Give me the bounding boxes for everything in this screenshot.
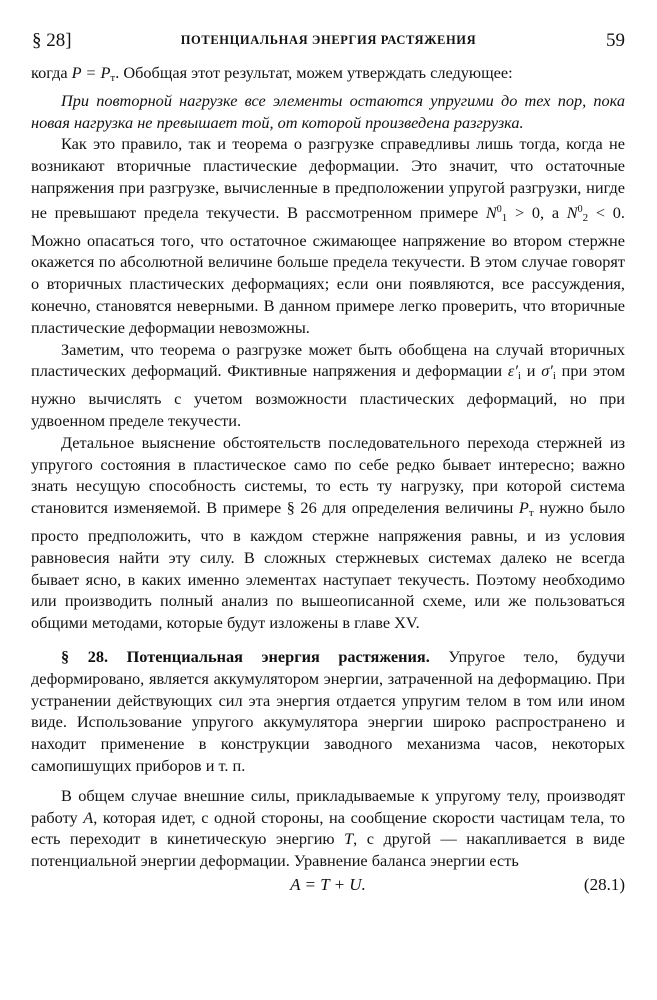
header-title: ПОТЕНЦИАЛЬНАЯ ЭНЕРГИЯ РАСТЯЖЕНИЯ [180,33,477,47]
paragraph-4 [31,339,625,432]
section-spacer [31,634,625,646]
p5-pt [518,498,534,520]
p4-sigma-main: σ′ [541,361,553,381]
p4-sigma-sub: i [552,370,556,383]
p4-epsilon-sub: i [517,370,521,383]
section-28-paragraph [31,646,625,777]
p5-pt-main: P [518,498,529,518]
p6-work-symbol: A [83,807,94,827]
p4-epsilon [507,361,521,383]
p4-epsilon-main: ε′ [507,361,518,381]
page-body [31,62,625,898]
p5-pt-sub: т [528,507,534,520]
p3-n2-sup: 0 [577,203,583,215]
p4-sigma [541,361,556,383]
p3-n2-sub: 2 [582,211,589,224]
p3-n1-sub: 1 [501,211,508,224]
p3-n1-sup: 0 [496,203,502,215]
p3-text-a: Как это правило, так и теорема о разгрузке справедливы лишь тогда, когда не возникают вторичные пластические деформации. Это значит, что остаточные напряжения при разгрузке, вычисленные в предположении упругой разгрузки, нигде не превышают предела текучести. В рассмотренном примере [31,134,625,222]
p3-text-mid: > 0, а [507,202,567,222]
equation-number: (28.1) [583,874,625,894]
running-header [32,30,625,54]
p6-kinetic-symbol: T [344,829,354,849]
p3-n1 [486,203,507,222]
p5-text-b: нужно было просто предположить, что в каждом стержне напряжения равны, и из условия равновесия найти эту силу. В сложных стержневых системах далеко не всегда бывает ясно, в каких именно элементах наступает текучесть. Поэтому необходимо или производить полный анализ по вышеописанной схеме, или же пользоваться общими методами, которые будут изложены в главе XV. [31,498,625,633]
paragraph-2-rule: При повторной нагрузке все элементы остаются упругими до тех пор, пока новая нагрузка не превышает той, от которой произведена разгрузка. [31,90,625,132]
p1-formula-sub: т [110,72,116,84]
p1-text-end: . Обобщая этот результат, можем утверждать следующее: [115,63,513,82]
p3-n1-main: N [485,202,497,222]
paragraph-1 [31,62,625,90]
paragraph-3 [31,133,625,338]
p3-text-b: < 0. Можно опасаться того, что остаточное сжимающее напряжение во втором стержне окажется по абсолютной величине больше предела текучести. В этом случае говорят о вторичных пластических деформациях; если они появляются, все рассуждения, конечно, становятся неверными. В данном примере легко проверить, что вторичные пластические деформации невозможны. [31,202,625,337]
p3-n2 [567,203,588,222]
p1-text-start: когда [31,63,72,82]
p6-text-a: В общем случае внешние силы, прикладываемые к упругому телу, производят работу [31,785,625,827]
section-text: Упругое тело, будучи деформировано, является аккумулятором энергии, затраченной на деформацию. При устранении действующих сил эта энергия отдается упругим телом в том или ином виде. Использование упругого аккумулятора энергии широко распространено и находит применение в конструкции заводного механизма часов, некоторых самопишущих приборов и т. п. [31,646,625,775]
paragraph-spacer [31,777,625,785]
page-number: 59 [606,30,625,51]
p6-text-b: , которая идет, с одной стороны, на сообщение скорости частицам тела, то есть переходит в кинетическую энергию [31,807,625,849]
p1-formula-main: P = P [71,63,111,82]
equation-line [31,874,625,898]
p1-formula [72,63,116,82]
p5-text-a: Детальное выяснение обстоятельств последовательного перехода стержней из упругого состояния в пластическое само по себе редко бывает интересно; важно знать несущую способность системы, то есть ту нагрузку, при которой система становится изменяемой. В примере § 26 для определения величины [31,432,625,518]
p4-and: и [520,361,542,381]
paragraph-5 [31,432,625,634]
p3-n2-main: N [566,202,578,222]
p4-text-a: Заметим, что теорема о разгрузке может быть обобщена на случай вторичных пластических деформаций. Фиктивные напряжения и деформации [31,339,625,381]
equation-formula: A = T + U. [290,874,366,894]
p6-text-c: , с другой — накапливается в виде потенциальной энергии деформации. Уравнение баланса энергии есть [31,829,625,871]
section-title: § 28. Потенциальная энергия растяжения. [61,646,430,666]
header-section-ref: § 28] [32,30,72,51]
p4-text-b: при этом нужно вычислять с учетом возможности пластических деформаций, но при удвоенном пределе текучести. [31,361,625,430]
paragraph-6 [31,785,625,872]
